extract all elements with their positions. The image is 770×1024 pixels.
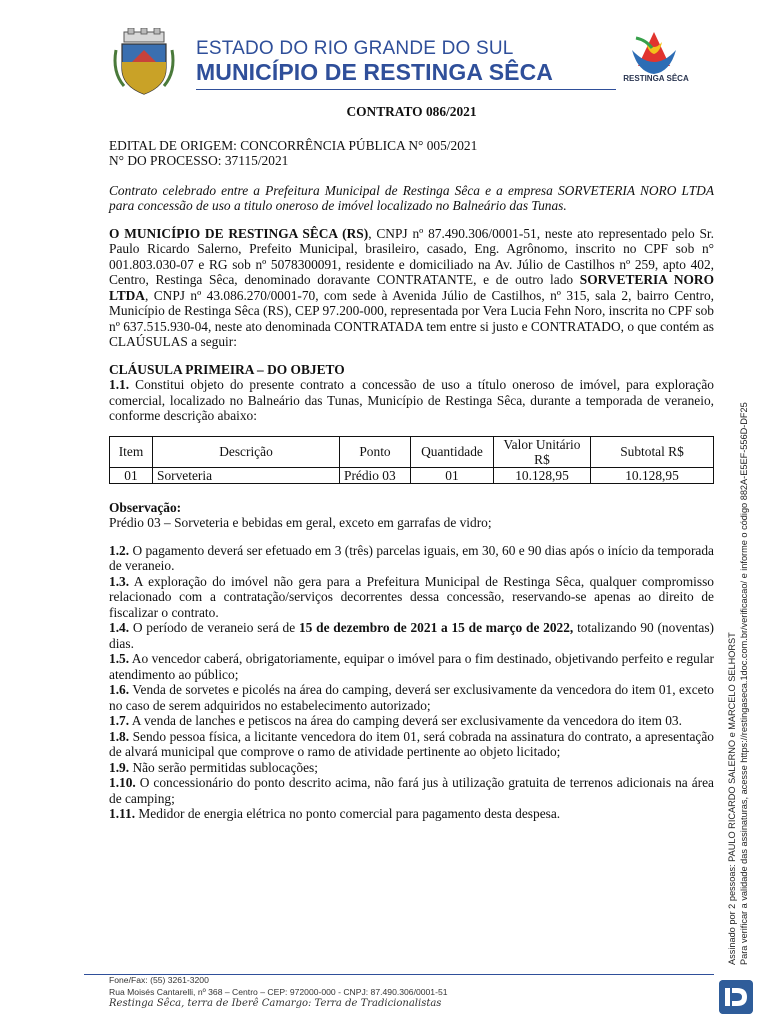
clause-number: 1.7. [109, 713, 130, 728]
column-header: Descrição [153, 436, 340, 467]
clause-1-2 [109, 543, 714, 574]
spacer [109, 350, 714, 362]
table-row [110, 467, 714, 483]
contract-body [109, 104, 714, 822]
clause-number: 1.11. [109, 806, 136, 821]
contractor-name: O MUNICÍPIO DE RESTINGA SÊCA (RS) [109, 225, 369, 241]
clause-heading: CLÁUSULA PRIMEIRA – DO OBJETO [109, 361, 345, 377]
clause-text: totalizando 90 (noventas) dias. [109, 620, 714, 651]
clause-1-9 [109, 760, 714, 776]
clause-text: O pagamento deverá ser efetuado em 3 (três) parcelas iguais, em 30, 60 e 90 dias após o início da temporada de veraneio. [109, 542, 714, 573]
clause-1-3 [109, 574, 714, 621]
clause-1-1 [109, 377, 714, 424]
state-name: ESTADO DO RIO GRANDE DO SUL [196, 38, 514, 59]
column-header: Item [110, 436, 153, 467]
clause-text: Sendo pessoa física, a licitante vencedora do item 01, será cobrada na assinatura do contrato, a apresentação de alvará municipal que comprove o ramo de atividade pertinente ao objeto licitado; [109, 728, 714, 759]
process-line: N° DO PROCESSO: 37115/2021 [109, 153, 289, 168]
table-cell: 10.128,95 [591, 467, 714, 483]
footer-phone: Fone/Fax: (55) 3261-3200 [109, 975, 209, 985]
city-logo-label: RESTINGA SÊCA [623, 74, 689, 83]
items-table [109, 436, 714, 484]
clause-number: 1.2. [109, 542, 130, 558]
contracted-details: , CNPJ nº 43.086.270/0001-70, com sede à Avenida Júlio de Castilhos, nº 315, sala 2, bairro Centro, Município de Restinga Sêca (RS), CEP 97.200-000, representada por Vera Lucia Fehn Noro, inscrita no CPF sob nº 637.515.930-04, neste ato denominada CONTRATADA tem entre si justo e CONTRATADO, o que contém as CLAÚSULAS a seguir: [109, 287, 714, 349]
clause-text: Venda de sorvetes e picolés na área do camping, deverá ser exclusivamente da vencedora do item 01, exceto no caso de serem adquiridos no estabelecimento autorizado; [109, 682, 714, 713]
clause-text: A venda de lanches e petiscos na área do camping deverá ser exclusivamente da vencedora do item 03. [129, 713, 682, 728]
footer-motto: Restinga Sêca, terra de Iberê Camargo: Terra de Tradicionalistas [109, 998, 442, 1009]
clause-number: 1.5. [109, 651, 130, 666]
clause-text: O período de veraneio será de [129, 620, 299, 635]
spacer [109, 531, 714, 543]
verification-line: Para verificar a validade das assinaturas, acesse https://restingaseca.1doc.com.br/verificacao/ e informe o código 882A-E5EF-556D-DF25 [739, 402, 749, 965]
observation-text: Prédio 03 – Sorveteria e bebidas em geral, exceto em garrafas de vidro; [109, 515, 492, 530]
clause-text: Medidor de energia elétrica no ponto comercial para pagamento desta despesa. [135, 806, 561, 821]
page-header [0, 0, 770, 100]
observation-heading: Observação: [109, 499, 182, 515]
column-header: Subtotal R$ [591, 436, 714, 467]
edital-line: EDITAL DE ORIGEM: CONCORRÊNCIA PÚBLICA N° 005/2021 [109, 137, 478, 153]
1doc-logo-icon [719, 980, 753, 1014]
clause-1-7 [109, 713, 714, 729]
clause-number: 1.6. [109, 682, 130, 697]
spacer [109, 214, 714, 226]
contractor-details: , CNPJ nº 87.490.306/0001-51, neste ato representado pelo Sr. Paulo Ricardo Salerno, Prefeito Municipal, brasileiro, casado, Eng. Agrônomo, inscrito no CPF sob n° 001.803.030-07 e RG sob nº 5078300091, residente e domiciliado na Av. Júlio de Castilhos nº 259, apto 402, Centro, Restinga Sêca, denominado doravante CONTRATANTE, e de outro lado [109, 225, 714, 287]
clause-number: 1.9. [109, 759, 130, 775]
contracted-name: SORVETERIA NORO LTDA [109, 272, 714, 303]
table-cell: 01 [411, 467, 494, 483]
clause-1-8 [109, 729, 714, 760]
clause-number: 1.4. [109, 620, 130, 635]
clause-number: 1.8. [109, 728, 130, 744]
footer-address: Rua Moisés Cantarelli, nº 368 – Centro – CEP: 972000-000 - CNPJ: 87.490.306/0001-51 [109, 987, 448, 997]
parties-paragraph [109, 226, 714, 350]
contract-summary: Contrato celebrado entre a Prefeitura Municipal de Restinga Sêca e a empresa SORVETERIA NORO LTDA para concessão de uso a titulo oneroso de imóvel localizado no Balneário das Tunas. [109, 182, 714, 213]
clause-1-11 [109, 806, 714, 822]
table-cell: 01 [110, 467, 153, 483]
clause-number: 1.1. [109, 377, 130, 392]
contract-title: CONTRATO 086/2021 [346, 104, 477, 119]
column-header: Quantidade [411, 436, 494, 467]
coat-of-arms-icon [110, 28, 178, 96]
clause-1-10 [109, 775, 714, 806]
clause-text: O concessionário do ponto descrito acima, não fará jus à utilização gratuita de terrenos adicionais na área de camping; [109, 775, 714, 806]
clause-number: 1.3. [109, 573, 130, 589]
column-header: Valor Unitário R$ [494, 436, 591, 467]
page-footer [0, 970, 770, 1024]
table-cell: 10.128,95 [494, 467, 591, 483]
veraneio-period: 15 de dezembro de 2021 a 15 de março de 2022, [298, 620, 574, 635]
clause-text: Constitui objeto do presente contrato a concessão de uso a título oneroso de imóvel, para exploração comercial, localizado no Balneário das Tunas, Município de Restinga Sêca, durante a temporada de veraneio, conforme descrição abaixo: [109, 377, 714, 423]
clause-text: Ao vencedor caberá, obrigatoriamente, equipar o imóvel para o fim destinado, objetivando perfeito e regular atendimento ao público; [109, 651, 714, 682]
table-cell: Sorveteria [153, 467, 340, 483]
header-divider [196, 89, 616, 90]
clause-1-5 [109, 651, 714, 682]
table-cell: Prédio 03 [340, 467, 411, 483]
municipality-name: MUNICÍPIO DE RESTINGA SÊCA [196, 59, 553, 85]
spacer [109, 169, 714, 183]
clause-1-4 [109, 620, 714, 651]
clause-number: 1.10. [109, 775, 136, 790]
signers-line: Assinado por 2 pessoas: PAULO RICARDO SALERNO e MARCELO SELHORST [727, 632, 737, 965]
clause-1-6 [109, 682, 714, 713]
signature-stamp [726, 402, 750, 965]
clause-text: Não serão permitidas sublocações; [129, 759, 318, 775]
column-header: Ponto [340, 436, 411, 467]
clause-text: A exploração do imóvel não gera para a Prefeitura Municipal de Restinga Sêca, qualquer compromisso relacionado com a contratação/serviços decorrentes dessa concessão, reservando-se apenas ao direito de fiscalizar o contrato. [109, 573, 714, 620]
table-header-row [110, 436, 714, 467]
